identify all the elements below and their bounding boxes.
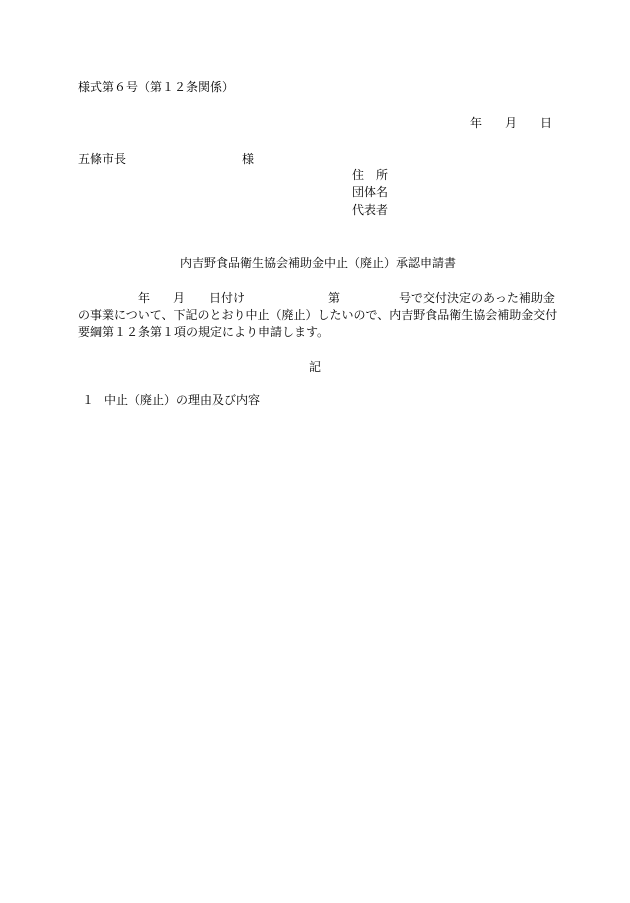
- body-year-label: 年: [138, 291, 151, 305]
- form-number: 様式第６号（第１２条関係）: [78, 80, 235, 94]
- item-number: １: [82, 393, 95, 407]
- date-year-label: 年: [470, 116, 483, 130]
- item-label: 中止（廃止）の理由及び内容: [104, 393, 261, 407]
- body-line3: 要綱第１２条第１項の規定により申請します。: [78, 325, 330, 339]
- body-line2: の事業について、下記のとおり中止（廃止）したいので、内吉野食品衛生協会補助金交付: [78, 308, 558, 322]
- document-title: 内吉野食品衛生協会補助金中止（廃止）承認申請書: [180, 256, 457, 270]
- date-month-label: 月: [505, 116, 518, 130]
- body-dated-label: 日付け: [209, 291, 246, 305]
- body-number-prefix: 第: [328, 291, 341, 305]
- body-line1-rest: 号で交付決定のあった補助金: [399, 291, 555, 305]
- addressee-name: 五條市長: [78, 152, 127, 166]
- representative-label: 代表者: [352, 203, 389, 217]
- organization-label: 団体名: [352, 185, 389, 199]
- date-day-label: 日: [540, 116, 553, 130]
- ki-heading: 記: [309, 360, 322, 374]
- address-label: 住 所: [352, 168, 389, 182]
- body-month-label: 月: [173, 291, 186, 305]
- addressee-honorific: 様: [242, 152, 255, 166]
